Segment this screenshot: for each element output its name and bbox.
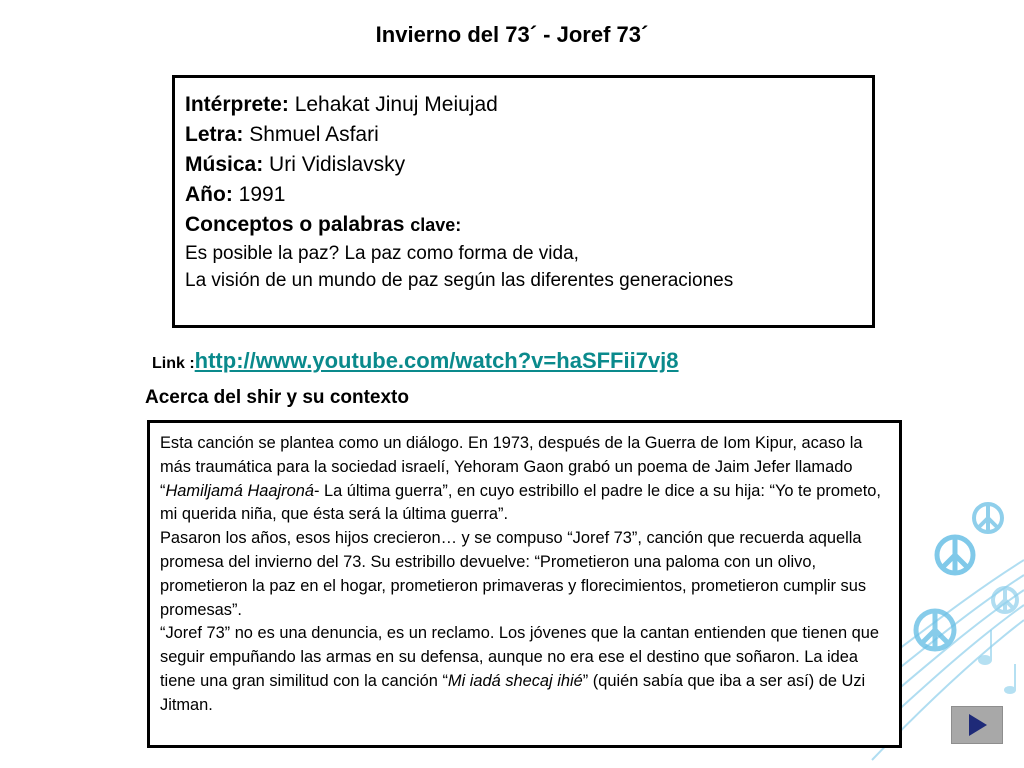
interprete-label: Intérprete:: [185, 93, 289, 116]
page-title: Invierno del 73´ - Joref 73´: [375, 22, 649, 47]
paragraph-3-text-b: ” (quién sabía que iba a ser así) de Uzi Jitman.: [160, 671, 866, 714]
letra-row: [185, 120, 862, 150]
letra-label: Letra:: [185, 123, 244, 146]
conceptos-label-clave: clave:: [410, 215, 462, 235]
paragraph-1-song-title: Hamiljamá Haajroná: [165, 481, 314, 500]
paragraph-1: [160, 432, 889, 527]
peace-sign-icon: [916, 611, 954, 649]
musica-value: Uri Vidislavsky: [269, 153, 406, 176]
next-slide-button[interactable]: [951, 706, 1003, 744]
section-title: Acerca del shir y su contexto: [145, 387, 409, 408]
interprete-value: Lehakat Jinuj Meiujad: [294, 93, 498, 116]
paragraph-3-song-title: Mi iadá shecaj ihié: [447, 671, 583, 690]
play-next-icon: [952, 707, 1002, 743]
paragraph-3-text-a: “Joref 73” no es una denuncia, es un reclamo. Los jóvenes que la cantan entienden que tienen que seguir empuñando las armas en su defensa, aunque no era ese el destino que soñaron. La idea tiene una gran similitud con la canción “: [160, 624, 879, 690]
paragraph-1-text-b: - La última guerra”, en cuyo estribillo el padre le dice a su hija: “Yo te prometo, mi querida niña, que ésta será la última guerra”.: [160, 481, 881, 524]
conceptos-row: [185, 210, 862, 240]
peace-sign-icon: [974, 504, 1002, 532]
letra-value: Shmuel Asfari: [249, 123, 379, 146]
anio-label: Año:: [185, 183, 233, 206]
anio-row: [185, 180, 862, 210]
paragraph-1-text-a: Esta canción se plantea como un diálogo. En 1973, después de la Guerra de Iom Kipur, acaso la más traumática para la sociedad israelí, Yehoram Gaon grabó un poema de Jaim Jefer llamado “: [160, 434, 863, 500]
link-row: [152, 348, 679, 374]
paragraph-3: [160, 622, 889, 717]
interprete-row: [185, 90, 862, 120]
musica-label: Música:: [185, 153, 264, 176]
anio-value: 1991: [238, 183, 286, 206]
conceptos-label: Conceptos o palabras: [185, 213, 405, 236]
musica-row: [185, 150, 862, 180]
youtube-link[interactable]: http://www.youtube.com/watch?v=haSFFii7vj8: [194, 348, 679, 373]
paragraph-2: Pasaron los años, esos hijos crecieron… y se compuso “Joref 73”, canción que recuerda aquella promesa del invierno del 73. Su estribillo devuelve: “Prometieron una paloma con un olivo, prometieron la paz en el hogar, prometieron primaveras y florecimientos, prometieron cumplir sus promesas”.: [160, 529, 867, 619]
peace-sign-icon: [937, 537, 973, 573]
song-info-box: [172, 75, 875, 328]
conceptos-line-1: Es posible la paz? La paz como forma de vida,: [185, 243, 579, 264]
peace-sign-icon: [993, 588, 1017, 612]
link-label: Link :: [152, 355, 195, 372]
conceptos-line-2: La visión de un mundo de paz según las diferentes generaciones: [185, 270, 734, 291]
context-text-box: [147, 420, 902, 748]
